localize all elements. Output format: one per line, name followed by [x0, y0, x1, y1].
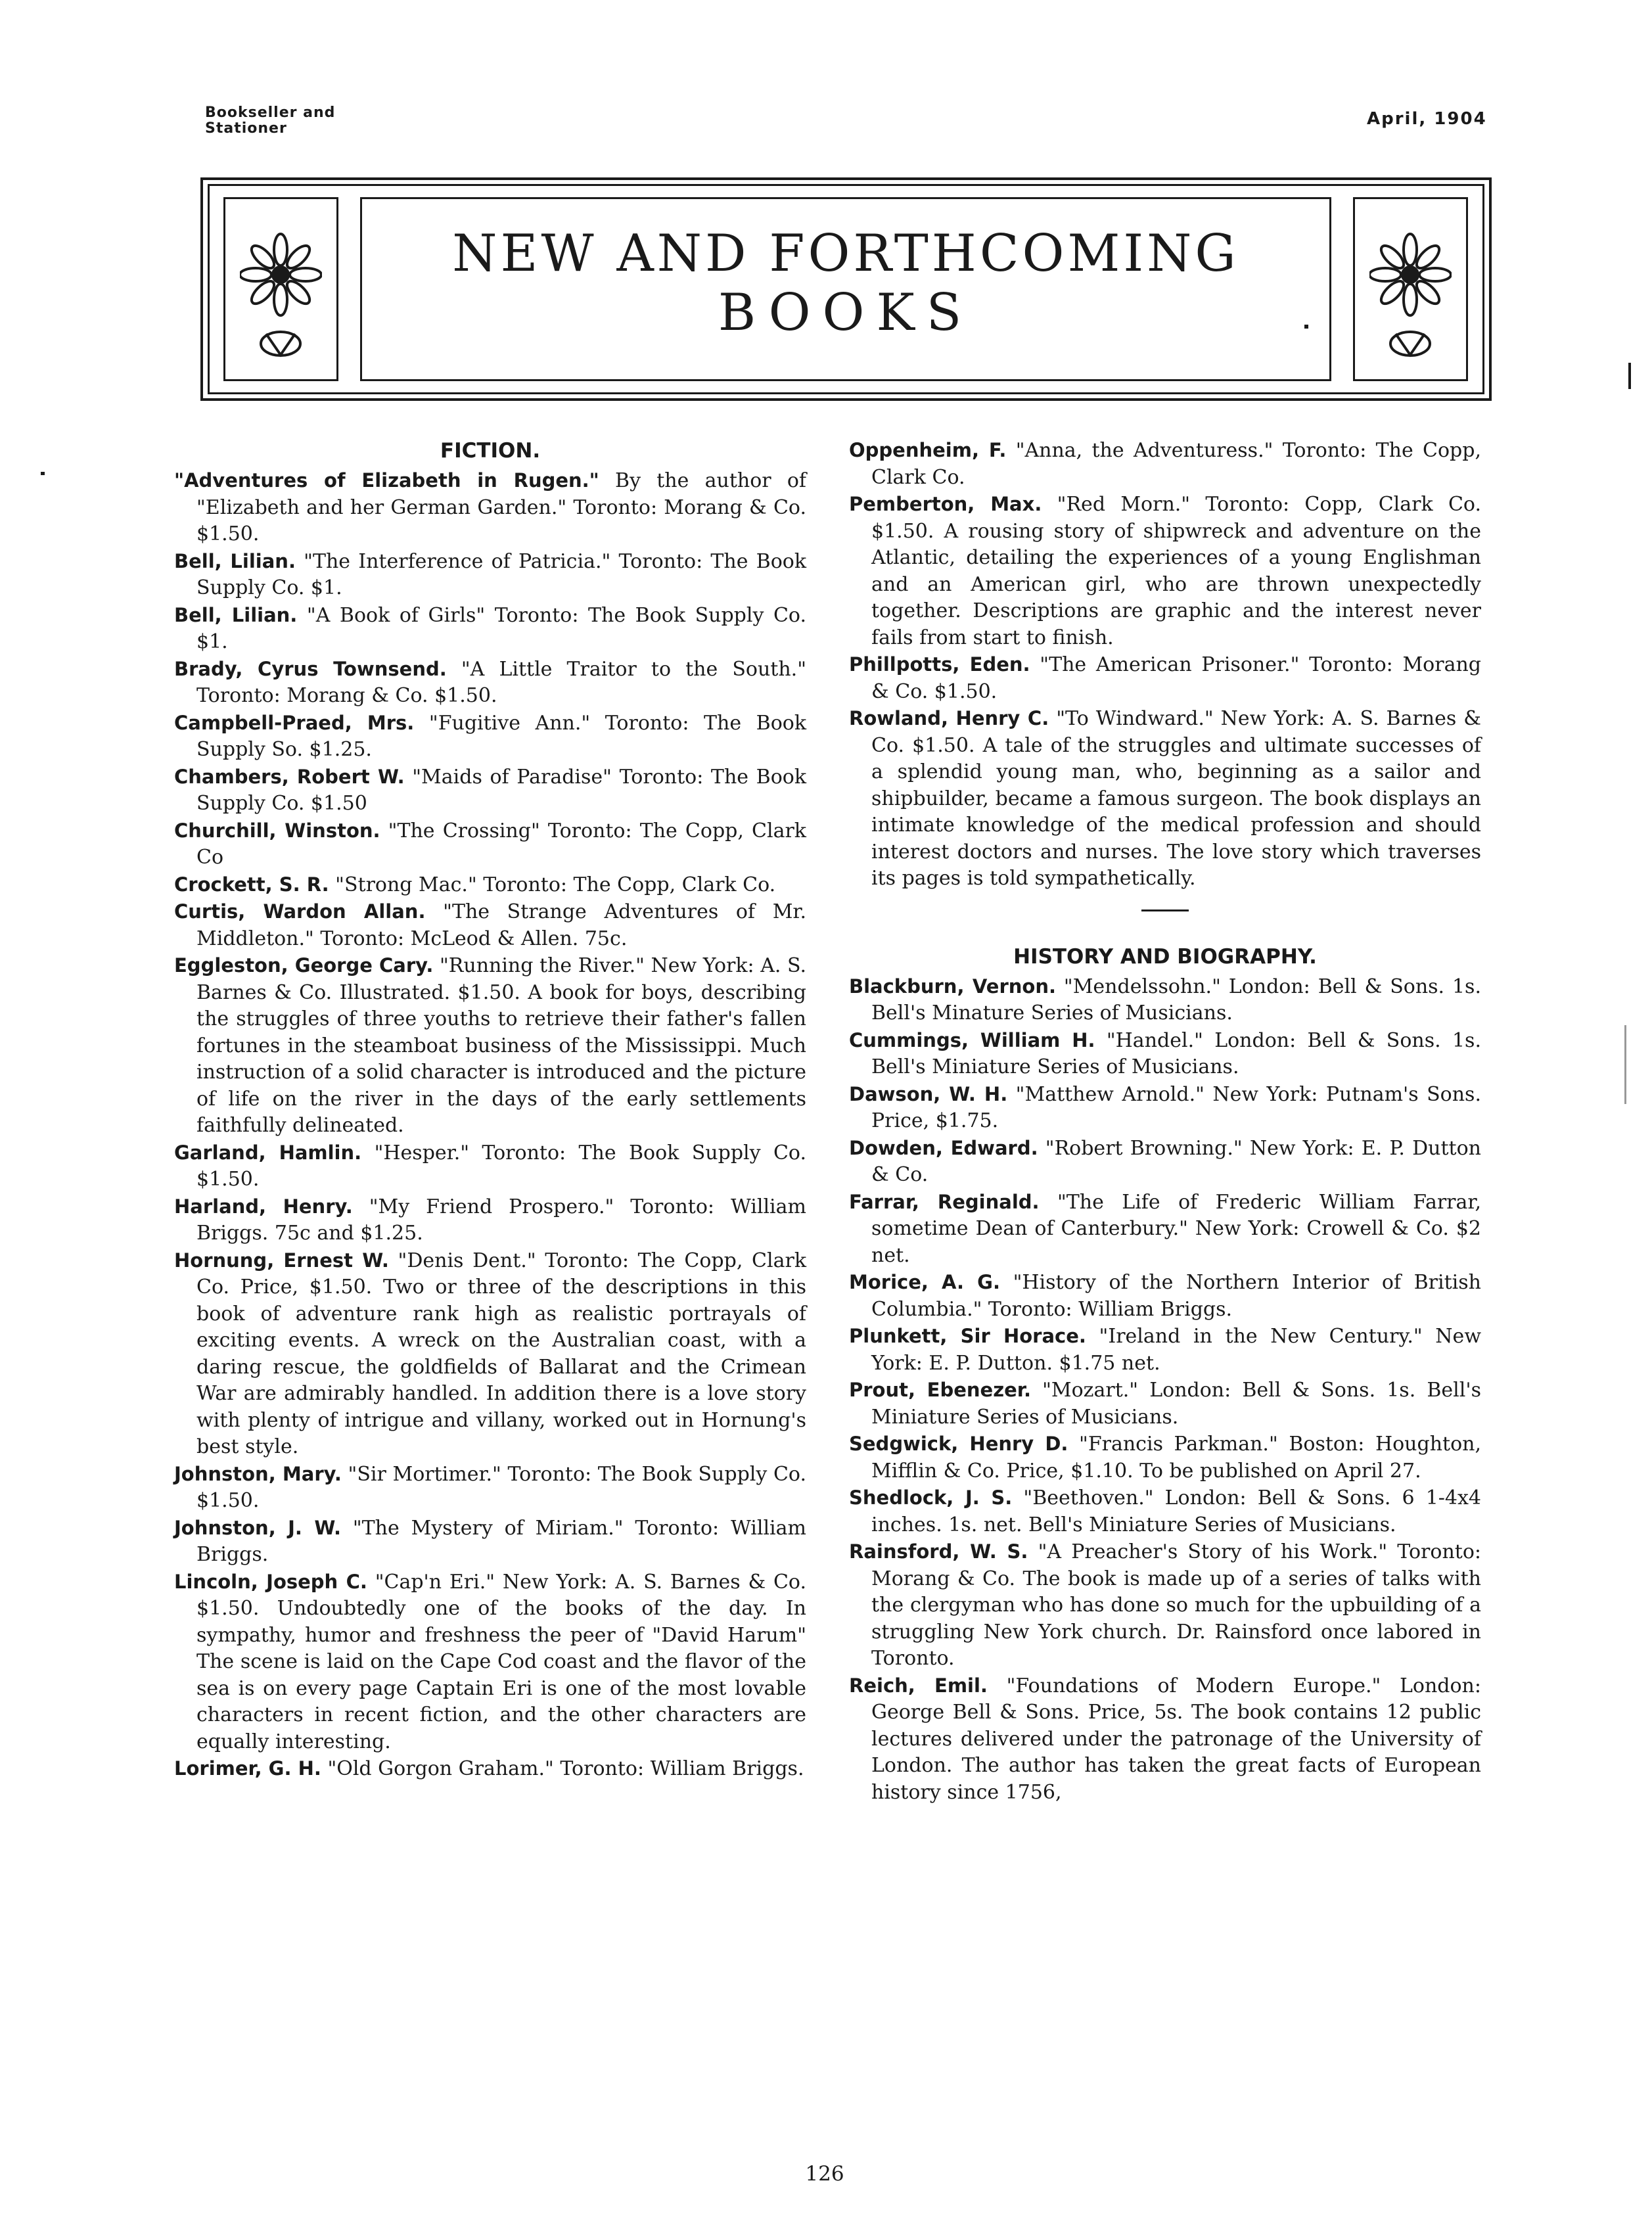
- print-speck: [1628, 363, 1631, 389]
- book-entry-author: Plunkett, Sir Horace.: [849, 1325, 1086, 1347]
- book-entry-details: "History of the Northern Interior of British Columbia." Toronto: William Briggs.: [871, 1271, 1481, 1321]
- book-entry: [174, 1461, 806, 1515]
- book-entry-details: "The Mystery of Miriam." Toronto: William Briggs.: [196, 1516, 806, 1566]
- section-heading-fiction: FICTION.: [440, 439, 541, 463]
- history-entry-list: [849, 973, 1481, 1807]
- book-entry-details: "Fugitive Ann." Toronto: The Book Supply So. $1.25.: [196, 711, 807, 761]
- book-entry-details: "Francis Parkman." Boston: Houghton, Mifflin & Co. Price, $1.10. To be published on April 27.: [871, 1433, 1481, 1483]
- daisy-flower-icon: [240, 216, 322, 363]
- book-entry: [849, 1135, 1481, 1189]
- banner-title-line2: BOOKS: [718, 283, 974, 342]
- book-entry-details: "Running the River." New York: A. S. Barnes & Co. Illustrated. $1.50. A book for boys, describing the struggles of three youths to retrieve their father's fallen fortunes in the steamboat business of the Mississippi. Much instruction of a solid character is introduced and the picture of life on the river in the days of the early settlements faithfully delineated.: [196, 954, 806, 1137]
- fiction-continued-entry-list: [849, 437, 1481, 892]
- book-entry: [174, 656, 806, 710]
- book-entry-author: Bell, Lilian.: [174, 603, 298, 626]
- book-entry-author: Bell, Lilian.: [174, 549, 296, 572]
- section-heading-history-biography: HISTORY AND BIOGRAPHY.: [1013, 944, 1317, 969]
- book-entry-details: "Beethoven." London: Bell & Sons. 6 1-4x4 inches. 1s. net. Bell's Miniature Series of Musicians.: [871, 1486, 1482, 1536]
- publication-name-line1: Bookseller and: [205, 104, 336, 121]
- book-entry-details: "Robert Browning." New York: E. P. Dutton & Co.: [871, 1136, 1481, 1186]
- book-entry: [849, 1027, 1481, 1081]
- book-entry-details: "Ireland in the New Century." New York: E. P. Dutton. $1.75 net.: [871, 1325, 1481, 1375]
- book-entry: [849, 1431, 1481, 1485]
- book-entry-details: "Red Morn." Toronto: Copp, Clark Co. $1.50. A rousing story of shipwreck and adventure on the Atlantic, detailing the experiences of a young Englishman and an American girl, who are thrown unexpectedly together. Descriptions are graphic and the interest never fails from start to finish.: [871, 493, 1481, 649]
- book-entry-author: Blackburn, Vernon.: [849, 975, 1056, 998]
- book-entry-author: Phillpotts, Eden.: [849, 653, 1030, 676]
- banner-ornament-right: [1353, 197, 1468, 381]
- book-entry: [849, 1485, 1481, 1538]
- book-entry-author: Sedgwick, Henry D.: [849, 1433, 1068, 1455]
- book-entry-details: "The Life of Frederic William Farrar, sometime Dean of Canterbury." New York: Crowell & Co. $2 net.: [871, 1190, 1481, 1267]
- book-entry: [849, 1189, 1481, 1270]
- book-entry-author: Chambers, Robert W.: [174, 765, 405, 788]
- book-entry-details: "Strong Mac." Toronto: The Copp, Clark Co.: [335, 873, 776, 896]
- book-entry-details: "To Windward." New York: A. S. Barnes & Co. $1.50. A tale of the struggles and ultimate successes of a splendid young man, who, beginning as a sailor and shipbuilder, became a famous surgeon. The book displays an intimate knowledge of the medical profession and should interest doctors and nurses. The love story which traverses its pages is told sympathetically.: [871, 707, 1481, 890]
- book-entry-author: Johnston, Mary.: [174, 1462, 342, 1485]
- publication-name: [205, 105, 335, 137]
- book-entry: [174, 764, 806, 817]
- book-entry: [174, 602, 806, 656]
- book-entry-author: Eggleston, George Cary.: [174, 954, 434, 977]
- book-entry: [174, 817, 806, 871]
- book-entry: [849, 437, 1481, 491]
- book-entry: [174, 1193, 806, 1247]
- book-entry: [849, 491, 1481, 651]
- daisy-flower-icon: [1369, 216, 1452, 363]
- fiction-entry-list: [174, 467, 806, 1783]
- book-entry-author: Prout, Ebenezer.: [849, 1379, 1031, 1401]
- book-entry: [174, 1247, 806, 1461]
- book-entry: [174, 467, 806, 548]
- right-column: [849, 437, 1481, 1806]
- print-speck: [1304, 325, 1308, 329]
- book-entry-author: Harland, Henry.: [174, 1195, 353, 1218]
- book-entry-details: "Matthew Arnold." New York: Putnam's Sons. Price, $1.75.: [871, 1082, 1481, 1132]
- left-column: [174, 437, 806, 1783]
- section-divider: [1141, 909, 1189, 911]
- book-entry-author: Cummings, William H.: [849, 1028, 1095, 1051]
- book-entry-author: Morice, A. G.: [849, 1271, 1000, 1293]
- book-entry-details: "The Strange Adventures of Mr. Middleton." Toronto: McLeod & Allen. 75c.: [196, 900, 806, 950]
- book-entry-details: "The Interference of Patricia." Toronto: The Book Supply Co. $1.: [196, 549, 806, 599]
- book-entry-details: "Handel." London: Bell & Sons. 1s. Bell's Miniature Series of Musicians.: [871, 1028, 1481, 1078]
- book-entry-details: "Cap'n Eri." New York: A. S. Barnes & Co. $1.50. Undoubtedly one of the books of the day. In sympathy, humor and freshness the peer of "David Harum" The scene is laid on the Cape Cod coast and the flavor of the sea is on every page Captain Eri is one of the most lovable characters in recent fiction, and the other characters are equally interesting.: [196, 1570, 806, 1753]
- book-entry: [174, 952, 806, 1140]
- book-entry-details: "Mendelssohn." London: Bell & Sons. 1s. Bell's Minature Series of Musicians.: [871, 975, 1481, 1024]
- book-entry-details: "Hesper." Toronto: The Book Supply Co. $1.50.: [196, 1141, 806, 1191]
- book-entry: [174, 1140, 806, 1193]
- book-entry-details: "My Friend Prospero." Toronto: William Briggs. 75c and $1.25.: [196, 1195, 806, 1245]
- book-entry-author: Lincoln, Joseph C.: [174, 1570, 367, 1593]
- book-entry: [174, 898, 806, 952]
- book-entry-details: "A Little Traitor to the South." Toronto: Morang & Co. $1.50.: [196, 657, 806, 707]
- book-entry-author: Dawson, W. H.: [849, 1082, 1008, 1105]
- book-entry-author: Campbell-Praed, Mrs.: [174, 711, 415, 734]
- book-entry: [849, 1323, 1481, 1377]
- banner-title-line1: NEW AND FORTHCOMING: [452, 224, 1239, 283]
- book-entry-details: "Old Gorgon Graham." Toronto: William Briggs.: [327, 1757, 804, 1780]
- issue-date: April, 1904: [1367, 109, 1487, 129]
- book-entry: [174, 1755, 806, 1783]
- book-entry-author: Crockett, S. R.: [174, 873, 329, 896]
- book-entry-details: "A Preacher's Story of his Work." Toronto: Morang & Co. The book is made up of a series of talks with the clergyman who has done so much for the upbuilding of a struggling New York church. Dr. Rainsford once labored in Toronto.: [871, 1540, 1481, 1670]
- book-entry-author: Oppenheim, F.: [849, 439, 1007, 461]
- book-entry-author: Rowland, Henry C.: [849, 707, 1049, 729]
- book-entry: [849, 973, 1481, 1027]
- book-entry: [849, 1081, 1481, 1135]
- print-speck: [1624, 1025, 1626, 1104]
- book-entry: [174, 710, 806, 764]
- book-entry-author: Shedlock, J. S.: [849, 1486, 1013, 1509]
- book-entry-details: "Sir Mortimer." Toronto: The Book Supply Co. $1.50.: [196, 1462, 806, 1512]
- book-entry-details: "Maids of Paradise" Toronto: The Book Supply Co. $1.50: [196, 765, 807, 815]
- publication-name-line2: Stationer: [205, 120, 287, 137]
- book-entry-author: Brady, Cyrus Townsend.: [174, 657, 447, 680]
- book-entry-author: Curtis, Wardon Allan.: [174, 900, 426, 923]
- book-entry: [849, 651, 1481, 705]
- book-entry: [174, 1569, 806, 1756]
- book-entry: [174, 548, 806, 602]
- book-entry: [849, 1269, 1481, 1323]
- book-entry-details: "A Book of Girls" Toronto: The Book Supply Co. $1.: [196, 603, 806, 653]
- book-entry-author: Hornung, Ernest W.: [174, 1249, 389, 1272]
- book-entry-author: "Adventures of Elizabeth in Rugen.": [174, 469, 599, 492]
- book-entry-author: Reich, Emil.: [849, 1674, 988, 1697]
- book-entry: [849, 705, 1481, 892]
- book-entry-details: "The American Prisoner." Toronto: Morang & Co. $1.50.: [871, 653, 1481, 703]
- book-entry-details: "Anna, the Adventuress." Toronto: The Copp, Clark Co.: [871, 439, 1481, 489]
- book-entry-author: Pemberton, Max.: [849, 493, 1042, 515]
- book-entry-details: "Foundations of Modern Europe." London: George Bell & Sons. Price, 5s. The book contains 12 public lectures delivered under the patronage of the University of London. The author has taken the great facts of European history since 1756,: [871, 1674, 1481, 1804]
- book-entry-details: "The Crossing" Toronto: The Copp, Clark Co: [196, 819, 806, 869]
- book-entry-author: Lorimer, G. H.: [174, 1757, 321, 1780]
- book-entry: [849, 1538, 1481, 1672]
- banner-ornament-left: [223, 197, 338, 381]
- book-entry-author: Johnston, J. W.: [174, 1516, 341, 1539]
- book-entry: [174, 871, 806, 899]
- book-entry-details: By the author of "Elizabeth and her German Garden." Toronto: Morang & Co. $1.50.: [196, 469, 806, 545]
- page-number: 126: [805, 2162, 844, 2186]
- book-entry: [849, 1672, 1481, 1807]
- book-entry-author: Farrar, Reginald.: [849, 1190, 1040, 1213]
- book-entry: [174, 1515, 806, 1569]
- banner-title-box: [360, 197, 1331, 381]
- book-entry-details: "Mozart." London: Bell & Sons. 1s. Bell's Miniature Series of Musicians.: [871, 1379, 1481, 1429]
- book-entry-details: "Denis Dent." Toronto: The Copp, Clark Co. Price, $1.50. Two or three of the descriptions in this book of adventure rank high as realistic portrayals of exciting events. A wreck on the Australian coast, with a daring rescue, the goldfields of Ballarat and the Crimean War are admirably handled. In addition there is a love story with plenty of intrigue and villany, worked out in Hornung's best style.: [196, 1249, 806, 1458]
- book-entry: [849, 1377, 1481, 1431]
- book-entry-author: Dowden, Edward.: [849, 1136, 1038, 1159]
- print-speck: [41, 472, 45, 475]
- book-entry-author: Rainsford, W. S.: [849, 1540, 1028, 1563]
- book-entry-author: Garland, Hamlin.: [174, 1141, 362, 1164]
- book-entry-author: Churchill, Winston.: [174, 819, 380, 842]
